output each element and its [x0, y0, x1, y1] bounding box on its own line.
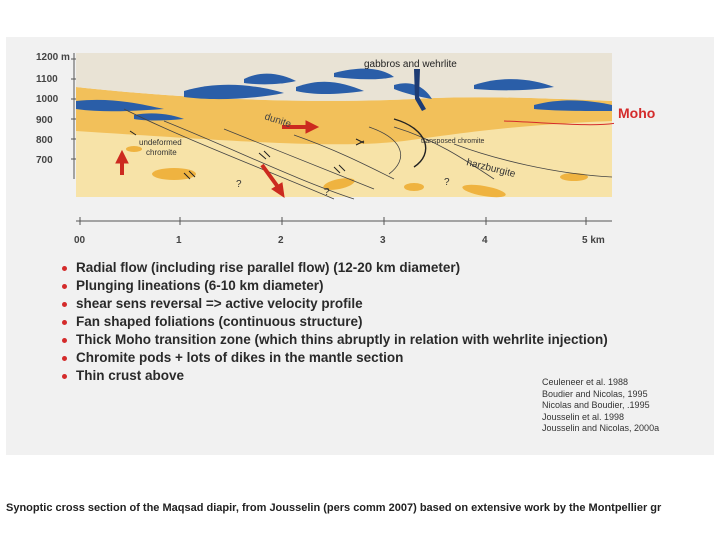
gabbros-label: gabbros and wehrlite — [364, 59, 457, 70]
x-axis-label: 3 — [380, 235, 386, 246]
bullet-dot-icon — [62, 284, 67, 289]
x-axis-label: 2 — [278, 235, 284, 246]
cross-section-figure — [34, 49, 614, 279]
y-axis-label: 1200 m — [36, 52, 70, 63]
harzburgite-label: harzburgite — [465, 157, 517, 181]
reference-item: Jousselin et al. 1998 — [542, 411, 625, 422]
bullet-dot-icon — [62, 302, 67, 307]
moho-label: Moho — [618, 105, 656, 121]
undeformed-label: undeformed — [139, 138, 182, 147]
reference-list — [542, 377, 659, 435]
bullet-dot-icon — [62, 374, 67, 379]
bullet-list — [62, 259, 608, 385]
question-mark: ? — [236, 179, 242, 190]
figure-caption: Synoptic cross section of the Maqsad diapir, from Jousselin (pers comm 2007) based on extensive work by the Montpellier gr — [6, 502, 662, 514]
reference-item: Nicolas and Boudier, .1995 — [542, 400, 650, 410]
y-axis-label: 800 — [36, 135, 53, 146]
y-axis-label: 1100 — [36, 74, 58, 85]
slide-panel — [6, 37, 714, 455]
bullet-item: shear sens reversal => active velocity profile — [62, 295, 608, 313]
y-axis-label: 1000 — [36, 94, 59, 105]
bullet-dot-icon — [62, 356, 67, 361]
bullet-dot-icon — [62, 320, 67, 325]
reference-item: Boudier and Nicolas, 1995 — [542, 388, 648, 399]
bullet-item: Radial flow (including rise parallel flow) (12-20 km diameter) — [62, 259, 608, 277]
question-mark: ? — [324, 187, 330, 198]
bullet-item: Chromite pods + lots of dikes in the mantle section — [62, 349, 608, 367]
chromite-label: chromite — [146, 148, 177, 157]
bullet-dot-icon — [62, 266, 67, 271]
cross-section-svg — [34, 49, 614, 249]
reference-item: Ceuleneer et al. 1988 — [542, 377, 629, 387]
bullet-dot-icon — [62, 338, 67, 343]
x-axis-label: 1 — [176, 235, 182, 246]
x-axis-label: 4 — [482, 235, 488, 246]
bullet-item: Thick Moho transition zone (which thins abruptly in relation with wehrlite injection) — [62, 331, 608, 349]
transposed-chromite-label: transposed chromite — [421, 138, 485, 145]
dunite-label: dunite — [263, 111, 293, 131]
y-axis-label: 700 — [36, 155, 53, 166]
bullet-item: Thin crust above — [62, 367, 608, 385]
question-mark: ? — [444, 177, 450, 188]
x-axis-label: 00 — [74, 235, 86, 246]
reference-item: Jousselin and Nicolas, 2000a — [542, 423, 660, 433]
x-axis-label: 5 km — [582, 235, 605, 246]
bullet-item: Fan shaped foliations (continuous structure) — [62, 313, 608, 331]
bullet-item: Plunging lineations (6-10 km diameter) — [62, 277, 608, 295]
y-axis-label: 900 — [36, 115, 53, 126]
